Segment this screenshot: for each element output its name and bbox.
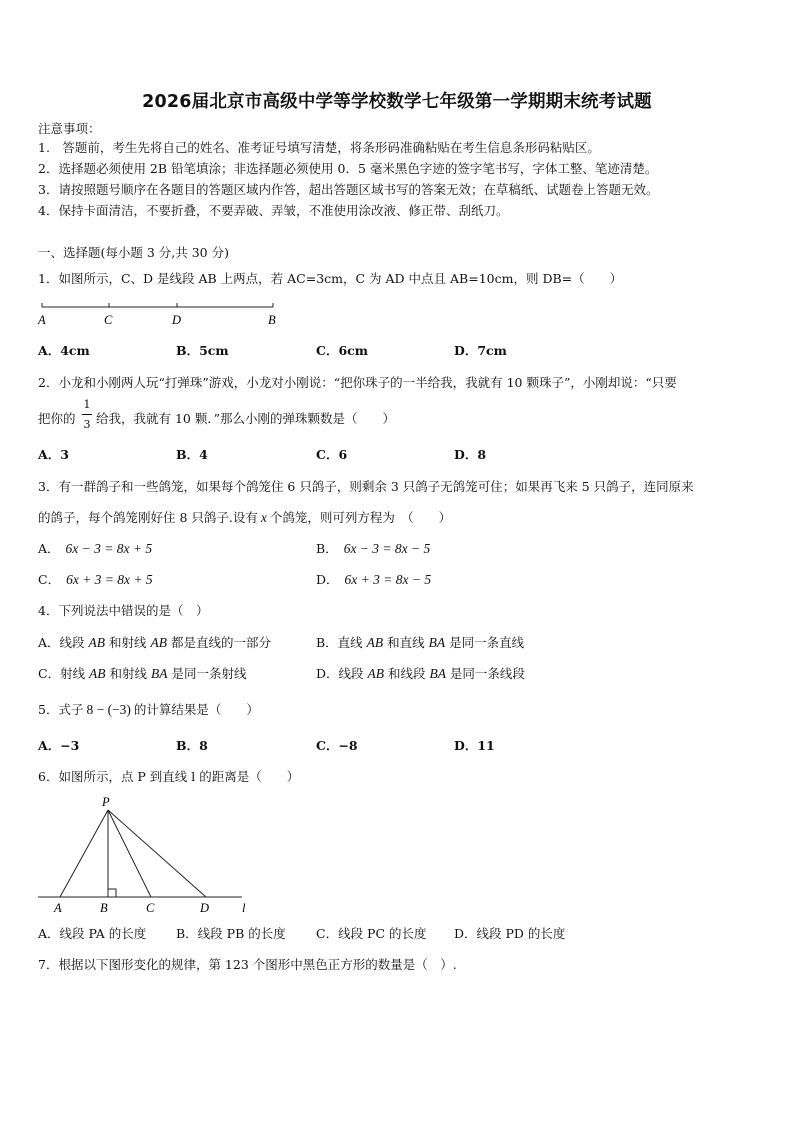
- q4-option-a: A．线段 AB 和射线 AB 都是直线的一部分: [38, 635, 271, 650]
- question-4-stem: 4．下列说法中错误的是（ ）: [38, 603, 209, 618]
- question-1-stem: 1．如图所示，C、D 是线段 AB 上两点，若 AC=3cm，C 为 AD 中点且 AB=10cm，则 DB=（ ）: [38, 271, 623, 286]
- q1-option-c: C．6cm: [316, 343, 368, 358]
- point-d-label: D: [172, 313, 182, 327]
- q3-option-d-label: D．: [316, 572, 339, 587]
- q3-line-2b: 个鸽笼，则可列方程为 （ ）: [269, 510, 452, 525]
- q3-option-a: [38, 541, 152, 557]
- line-l-label: l: [242, 901, 246, 915]
- q3-option-a-equation: 6x − 3 = 8x + 5: [65, 541, 153, 556]
- q3-option-a-label: A．: [38, 541, 60, 556]
- question-2-line-2a: 把你的: [38, 411, 76, 426]
- fraction-denominator: 3: [83, 418, 91, 431]
- q2-option-b: B．4: [176, 447, 208, 462]
- q2-option-d: D．8: [454, 447, 487, 462]
- question-2-line-2b: 给我，我就有 10 颗．”那么小刚的弹珠颗数是（ ）: [96, 411, 395, 426]
- point-b-label: B: [100, 901, 108, 915]
- q5-option-d: D．11: [454, 738, 495, 753]
- point-b-label: B: [268, 313, 276, 327]
- point-p-label: P: [102, 795, 110, 809]
- notice-item-1: 1. 答题前，考生先将自己的姓名、准考证号填写清楚，将条形码准确粘贴在考生信息条形码粘贴区。: [38, 140, 600, 155]
- q3-option-d-equation: 6x + 3 = 8x − 5: [344, 572, 432, 587]
- question-6-stem: 6．如图所示，点 P 到直线 l 的距离是（ ）: [38, 769, 300, 784]
- point-a-label: A: [54, 901, 62, 915]
- point-d-label: D: [200, 901, 210, 915]
- q5-option-b: B．8: [176, 738, 208, 753]
- q4-option-c: C．射线 AB 和射线 BA 是同一条射线: [38, 666, 247, 681]
- q6-option-d: D．线段 PD 的长度: [454, 926, 566, 941]
- q5-option-c: C．−8: [316, 738, 358, 753]
- q6-option-a: A．线段 PA 的长度: [38, 926, 147, 941]
- q5-suffix: 的计算结果是（ ）: [133, 702, 259, 717]
- q3-option-c: [38, 572, 153, 588]
- q3-option-d: [316, 572, 431, 588]
- q4-option-b: B．直线 AB 和直线 BA 是同一条直线: [316, 635, 525, 650]
- q5-expression: 8 − (−3): [86, 702, 131, 717]
- q3-option-c-equation: 6x + 3 = 8x + 5: [66, 572, 153, 587]
- segment-diagram: [36, 298, 286, 330]
- fraction-numerator: 1: [83, 398, 91, 411]
- question-2-line-1: 2．小龙和小刚两人玩“打弹珠”游戏，小龙对小刚说：“把你珠子的一半给我，我就有 10 颗珠子”，小刚却说：“只要: [38, 375, 677, 390]
- q3-option-b-equation: 6x − 3 = 8x − 5: [343, 541, 431, 556]
- q1-option-a: A．4cm: [38, 343, 90, 358]
- section-heading: 一、选择题(每小题 3 分,共 30 分): [38, 245, 229, 260]
- notice-item-2: 2．选择题必须使用 2B 铅笔填涂；非选择题必须使用 0．5 毫米黑色字迹的签字笔书写，字体工整、笔迹清楚。: [38, 161, 658, 176]
- q3-option-b: [316, 541, 430, 557]
- q3-option-c-label: C．: [38, 572, 61, 587]
- point-c-label: C: [146, 901, 155, 915]
- question-5-stem: [38, 702, 259, 718]
- q6-option-c: C．线段 PC 的长度: [316, 926, 427, 941]
- fraction-bar: [82, 414, 92, 415]
- q4-option-d: D．线段 AB 和线段 BA 是同一条线段: [316, 666, 525, 681]
- notice-item-3: 3．请按照题号顺序在各题目的答题区域内作答，超出答题区域书写的答案无效；在草稿纸、试题卷上答题无效。: [38, 182, 659, 197]
- q1-option-d: D．7cm: [454, 343, 507, 358]
- q6-option-b: B．线段 PB 的长度: [176, 926, 286, 941]
- point-a-label: A: [38, 313, 46, 327]
- q2-option-c: C．6: [316, 447, 348, 462]
- q1-option-b: B．5cm: [176, 343, 229, 358]
- question-3-line-2: [38, 510, 451, 526]
- notice-item-4: 4．保持卡面清洁，不要折叠，不要弄破、弄皱，不准使用涂改液、修正带、刮纸刀。: [38, 203, 509, 218]
- q2-option-a: A．3: [38, 447, 69, 462]
- notice-heading: 注意事项：: [38, 121, 101, 136]
- perpendicular-diagram: [36, 792, 256, 918]
- question-7-stem: 7．根据以下图形变化的规律，第 123 个图形中黑色正方形的数量是（ ）.: [38, 957, 457, 972]
- point-c-label: C: [104, 313, 113, 327]
- q5-prefix: 5．式子: [38, 702, 84, 717]
- question-3-line-1: 3．有一群鸽子和一些鸽笼，如果每个鸽笼住 6 只鸽子，则剩余 3 只鸽子无鸽笼可住；如果再飞来 5 只鸽子，连同原来: [38, 479, 694, 494]
- page-title: 2026届北京市高级中学等学校数学七年级第一学期期末统考试题: [142, 92, 652, 112]
- q3-variable-x: x: [260, 510, 267, 525]
- q3-line-2a: 的鸽子，每个鸽笼刚好住 8 只鸽子.设有: [38, 510, 258, 525]
- q3-option-b-label: B．: [316, 541, 338, 556]
- q5-option-a: A．−3: [38, 738, 80, 753]
